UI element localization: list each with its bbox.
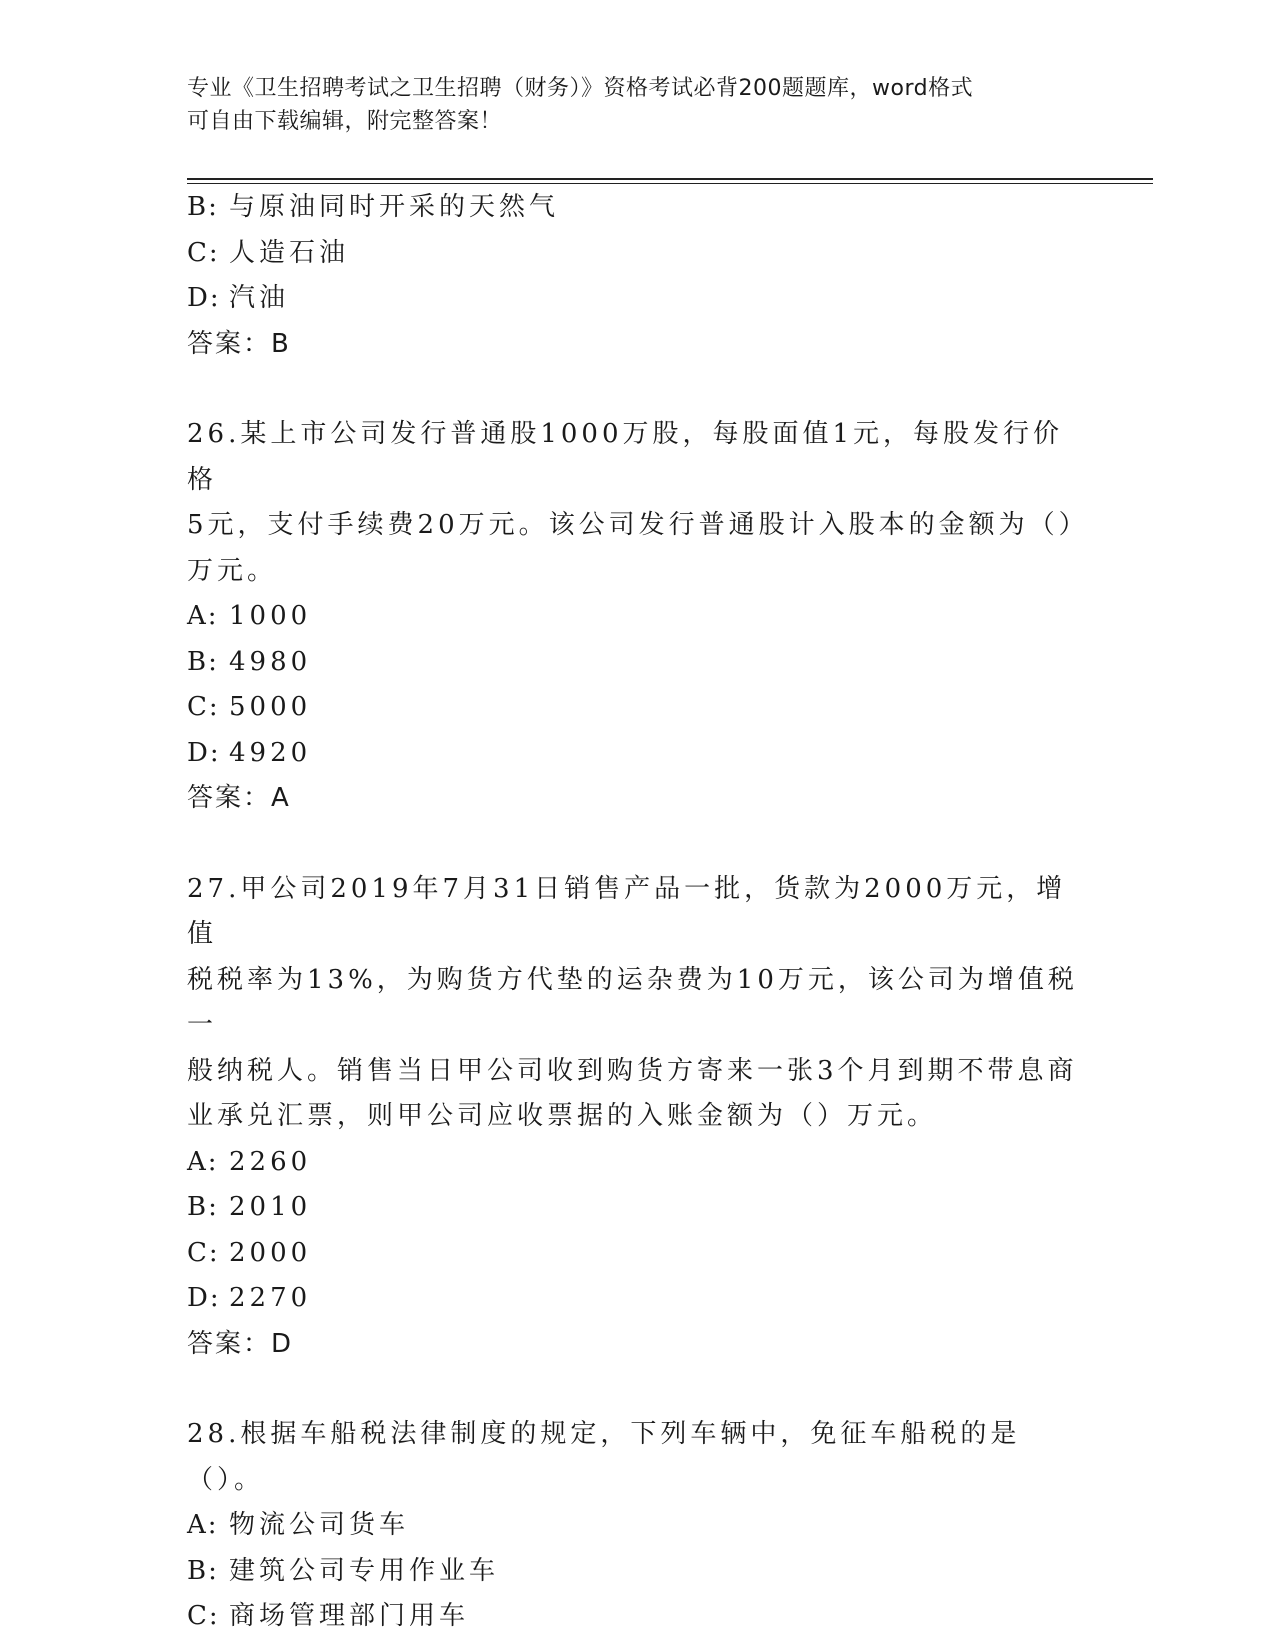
option-a bbox=[187, 1503, 1087, 1549]
option-label: B: bbox=[187, 192, 219, 222]
question-26 bbox=[187, 412, 1087, 822]
page-header bbox=[187, 72, 1087, 138]
option-text: 汽油 bbox=[229, 283, 290, 313]
option-text: 5000 bbox=[229, 692, 312, 722]
option-c bbox=[187, 1231, 1087, 1277]
option-c bbox=[187, 1594, 1087, 1640]
question-stem-line: 万元。 bbox=[187, 555, 278, 586]
option-text: 建筑公司专用作业车 bbox=[229, 1555, 500, 1586]
question-27 bbox=[187, 867, 1087, 1368]
option-text: 与原油同时开采的天然气 bbox=[229, 192, 560, 222]
option-label: D: bbox=[187, 737, 221, 768]
question-stem-line: 26.某上市公司发行普通股1000万股，每股面值1元，每股发行价格 bbox=[187, 419, 1064, 495]
option-text: 商场管理部门用车 bbox=[229, 1601, 470, 1631]
option-b bbox=[187, 640, 1087, 686]
option-label: C: bbox=[187, 1601, 220, 1631]
question-stem-line: 税税率为13%，为购货方代垫的运杂费为10万元，该公司为增值税一 bbox=[187, 964, 1078, 1040]
option-text: 2260 bbox=[229, 1146, 312, 1177]
option-b bbox=[187, 185, 1087, 231]
question-stem-line: 业承兑汇票，则甲公司应收票据的入账金额为（）万元。 bbox=[187, 1101, 938, 1131]
option-label: A: bbox=[187, 1146, 219, 1177]
answer-line: 答案：B bbox=[187, 328, 291, 359]
option-label: A: bbox=[187, 601, 219, 631]
option-b bbox=[187, 1185, 1087, 1231]
option-label: B: bbox=[187, 1555, 219, 1586]
option-text: 物流公司货车 bbox=[229, 1510, 410, 1540]
option-a bbox=[187, 594, 1087, 640]
answer-line: 答案：A bbox=[187, 783, 291, 813]
option-a bbox=[187, 1140, 1087, 1186]
option-label: C: bbox=[187, 1237, 220, 1268]
option-label: C: bbox=[187, 237, 220, 268]
continued-question bbox=[187, 185, 1087, 367]
question-content bbox=[187, 185, 1087, 1640]
option-text: 4980 bbox=[229, 646, 312, 677]
option-label: B: bbox=[187, 646, 219, 677]
option-text: 2270 bbox=[229, 1283, 312, 1313]
option-label: B: bbox=[187, 1192, 219, 1222]
option-text: 1000 bbox=[229, 601, 312, 631]
option-text: 人造石油 bbox=[229, 237, 350, 268]
option-b bbox=[187, 1549, 1087, 1595]
option-label: D: bbox=[187, 283, 221, 313]
header-divider bbox=[187, 178, 1153, 184]
question-stem-line: 般纳税人。销售当日甲公司收到购货方寄来一张3个月到期不带息商 bbox=[187, 1055, 1078, 1086]
option-text: 2010 bbox=[229, 1192, 312, 1222]
option-text: 4920 bbox=[229, 737, 312, 768]
option-d bbox=[187, 276, 1087, 322]
question-stem-line: 5元，支付手续费20万元。该公司发行普通股计入股本的金额为（） bbox=[187, 510, 1089, 540]
option-label: D: bbox=[187, 1283, 221, 1313]
header-title-line-1: 专业《卫生招聘考试之卫生招聘（财务）》资格考试必背200题题库，word格式 bbox=[187, 76, 974, 101]
option-c bbox=[187, 685, 1087, 731]
question-28 bbox=[187, 1412, 1087, 1640]
option-label: A: bbox=[187, 1510, 219, 1540]
option-d bbox=[187, 1276, 1087, 1322]
question-stem-line: 27.甲公司2019年7月31日销售产品一批，货款为2000万元，增值 bbox=[187, 873, 1067, 949]
option-d bbox=[187, 731, 1087, 777]
option-c bbox=[187, 231, 1087, 277]
question-stem-line: 28.根据车船税法律制度的规定，下列车辆中，免征车船税的是（）。 bbox=[187, 1419, 1021, 1495]
option-text: 2000 bbox=[229, 1237, 312, 1268]
option-label: C: bbox=[187, 692, 220, 722]
answer-line: 答案：D bbox=[187, 1328, 294, 1359]
header-title-line-2: 可自由下载编辑，附完整答案！ bbox=[187, 109, 503, 134]
